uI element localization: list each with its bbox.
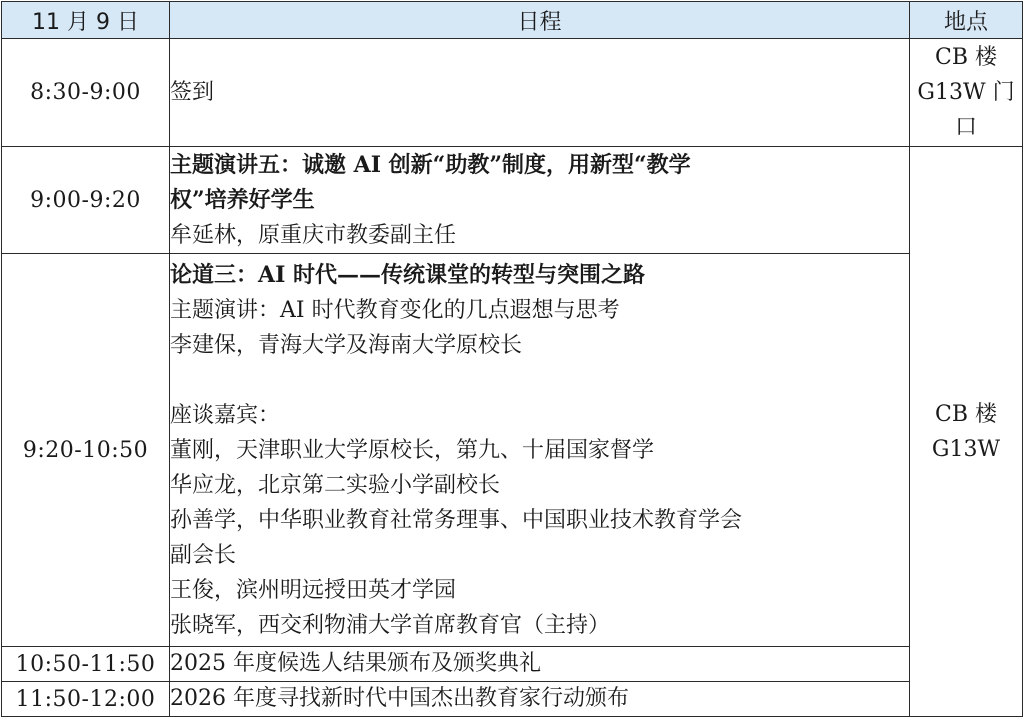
schedule-cell (170, 682, 910, 717)
location-line: G13W (931, 436, 1001, 462)
table-row (2, 254, 1023, 647)
location-cell (910, 39, 1023, 147)
location-line: G13W 门 (917, 80, 1015, 105)
panelist-line: 华应龙，北京第二实验小学副校长 (170, 472, 501, 498)
table-row (2, 647, 1023, 682)
time-cell: 11:50-12:00 (2, 682, 170, 717)
location-cell-merged (910, 147, 1023, 717)
schedule-table (1, 1, 1023, 717)
table-row (2, 147, 1023, 254)
session-title-line: 主题演讲五：诚邀 AI 创新“助教”制度，用新型“教学 (170, 151, 691, 178)
time-cell: 9:00-9:20 (2, 147, 170, 254)
schedule-cell (170, 254, 910, 647)
schedule-cell (170, 147, 910, 254)
schedule-line: 签到 (170, 80, 215, 105)
panel-label: 座谈嘉宾： (170, 402, 281, 428)
schedule-cell (170, 39, 910, 147)
header-schedule: 日程 (170, 2, 910, 39)
table-row (2, 682, 1023, 717)
speaker-line: 牟延林，原重庆市教委副主任 (170, 222, 457, 248)
session-title-line: 权”培养好学生 (170, 186, 315, 213)
panelist-line: 董刚，天津职业大学原校长，第九、十届国家督学 (170, 437, 655, 463)
location-line: 口 (954, 115, 977, 140)
panelist-line: 孙善学，中华职业教育社常务理事、中国职业技术教育学会 (170, 507, 743, 533)
time-cell: 8:30-9:00 (2, 39, 170, 147)
location-line: CB 楼 (935, 45, 997, 70)
time-cell: 10:50-11:50 (2, 647, 170, 682)
header-row (2, 2, 1023, 39)
location-line: CB 楼 (935, 401, 997, 427)
panelist-line: 王俊，滨州明远授田英才学园 (170, 577, 457, 603)
schedule-line: 2025 年度候选人结果颁布及颁奖典礼 (170, 651, 541, 676)
schedule-line: 2026 年度寻找新时代中国杰出教育家行动颁布 (170, 686, 629, 711)
table-row (2, 39, 1023, 147)
time-cell: 9:20-10:50 (2, 254, 170, 647)
panelist-line: 副会长 (170, 542, 237, 568)
panelist-line: 张晓军，西交利物浦大学首席教育官（主持） (170, 612, 611, 638)
schedule-cell (170, 647, 910, 682)
blank-line (170, 363, 909, 398)
speaker-line: 李建保，青海大学及海南大学原校长 (170, 332, 523, 358)
header-date: 11 月 9 日 (2, 2, 170, 39)
session-title-line: 论道三：AI 时代——传统课堂的转型与突围之路 (170, 261, 646, 288)
header-location: 地点 (910, 2, 1023, 39)
schedule-line: 主题演讲：AI 时代教育变化的几点遐想与思考 (170, 297, 620, 323)
